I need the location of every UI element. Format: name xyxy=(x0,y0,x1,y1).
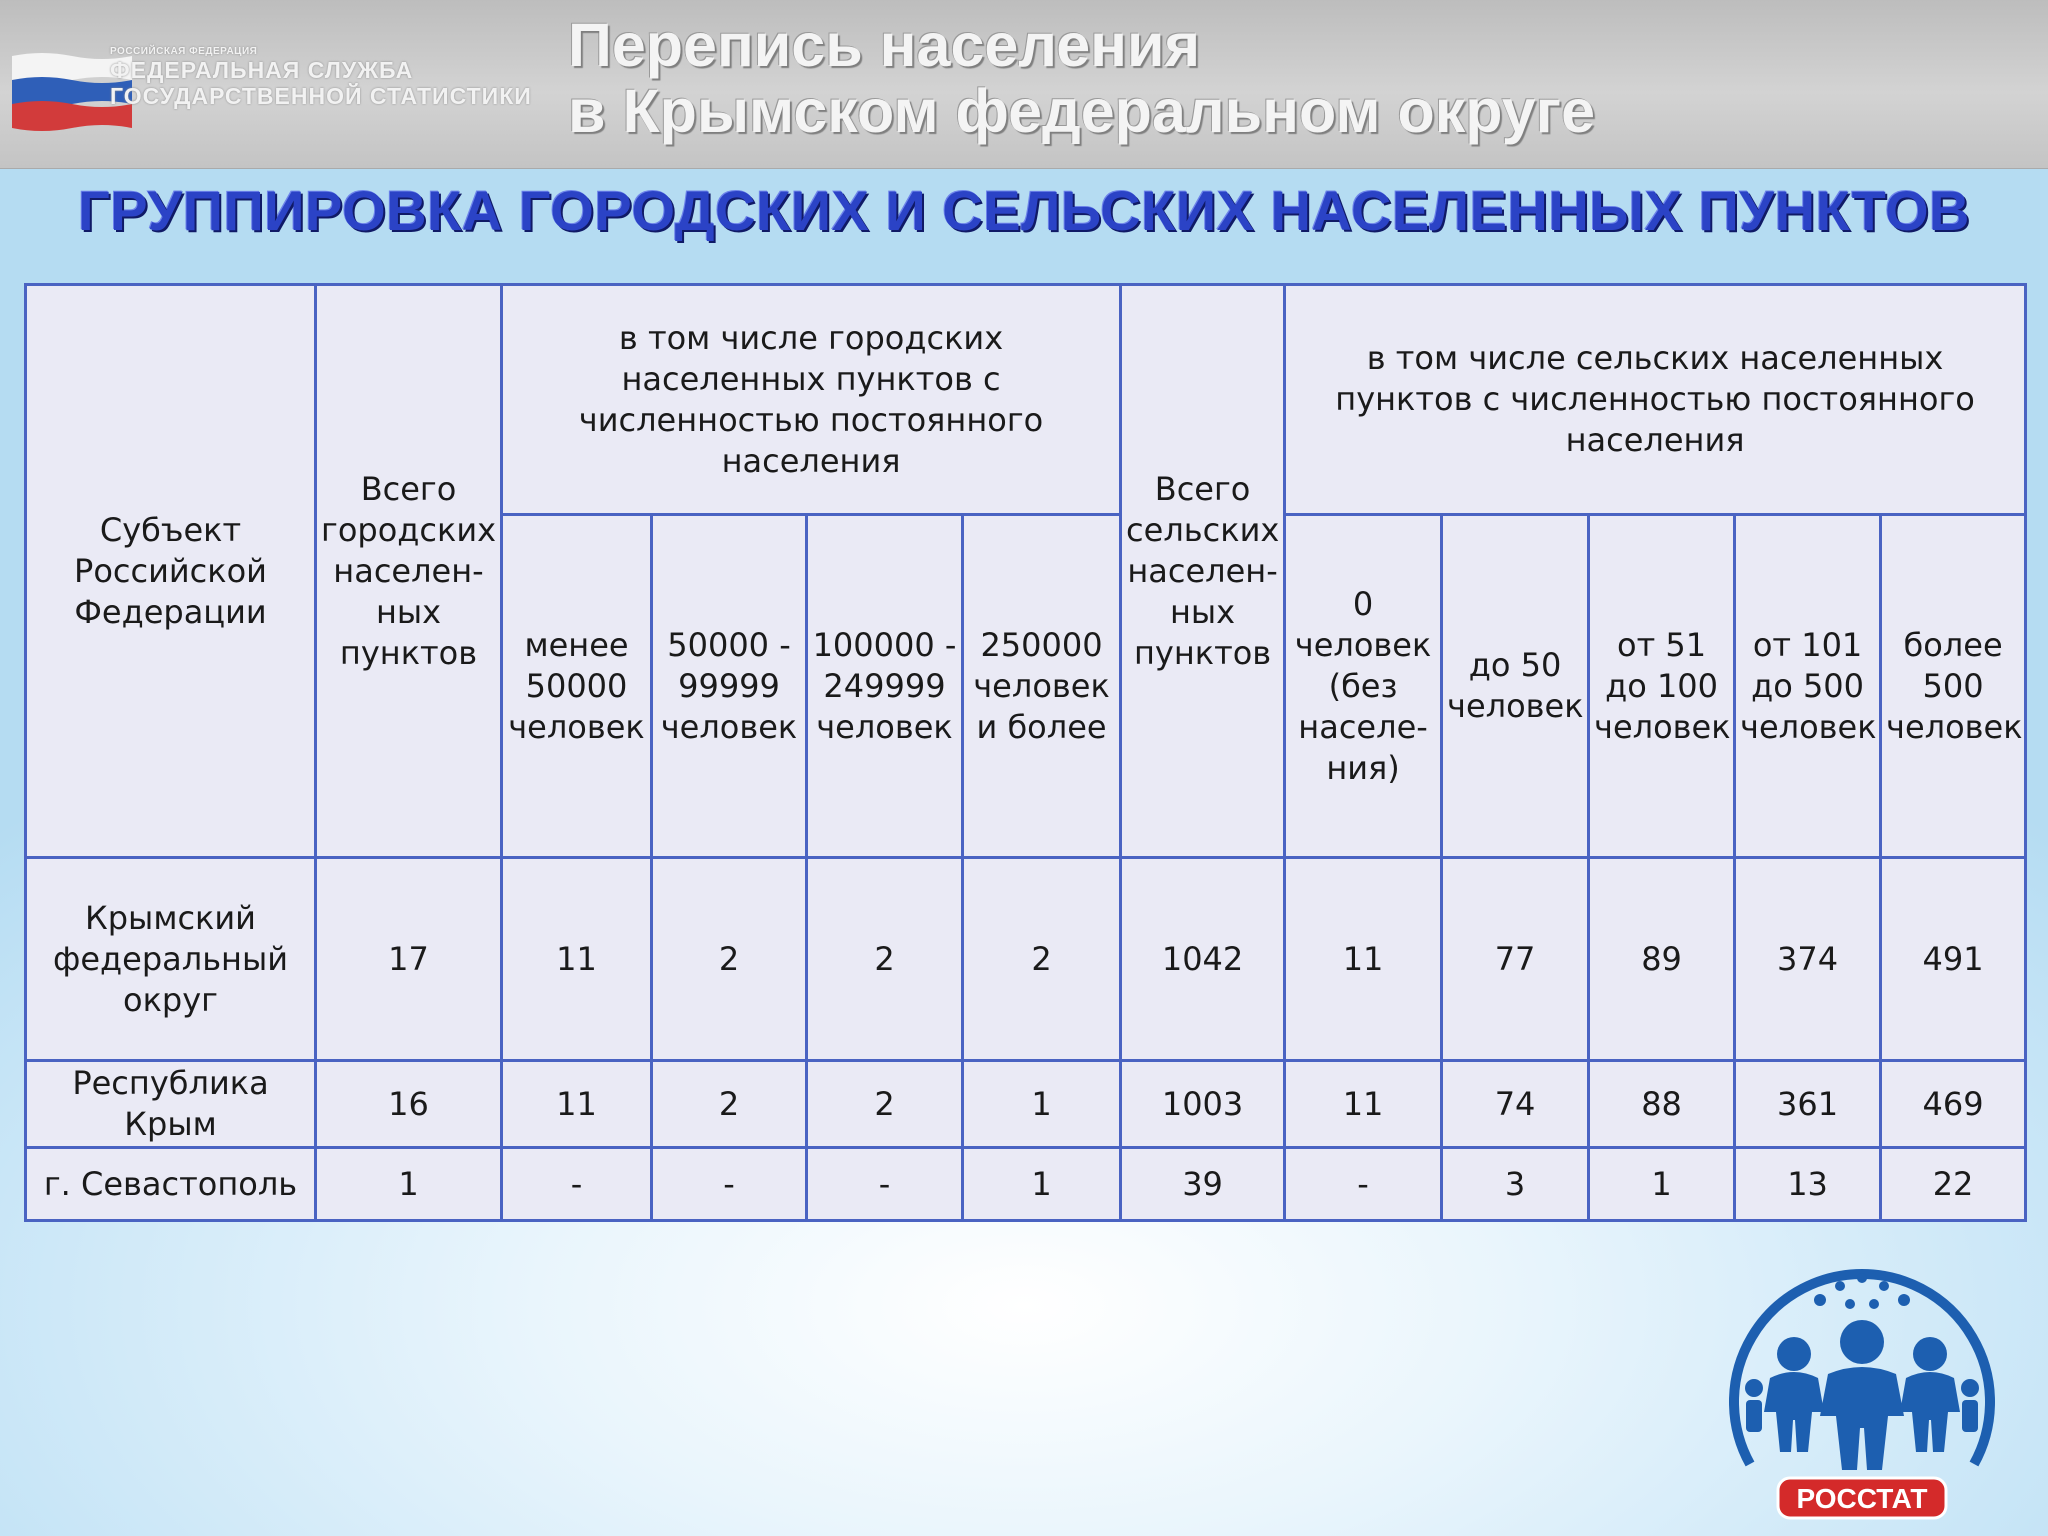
rosstat-service-logo xyxy=(12,44,542,136)
table-cell: 361 xyxy=(1735,1061,1881,1148)
table-cell: 1 xyxy=(963,1061,1121,1148)
table-cell: 1 xyxy=(1589,1148,1735,1221)
header-urban-col: менее 50000 человек xyxy=(502,515,652,858)
table-cell: 491 xyxy=(1881,858,2026,1061)
row-subject: Республика Крым xyxy=(26,1061,316,1148)
row-subject: г. Севастополь xyxy=(26,1148,316,1221)
table-cell: - xyxy=(502,1148,652,1221)
table-cell: 22 xyxy=(1881,1148,2026,1221)
page-title-line-1: Перепись населения xyxy=(568,11,1201,79)
table-cell: 2 xyxy=(652,858,807,1061)
table-cell: 1042 xyxy=(1121,858,1285,1061)
table-cell: 1003 xyxy=(1121,1061,1285,1148)
table-cell: 1 xyxy=(963,1148,1121,1221)
table-cell: 11 xyxy=(502,858,652,1061)
table-cell: - xyxy=(807,1148,963,1221)
table-cell: 469 xyxy=(1881,1061,2026,1148)
table-cell: - xyxy=(1285,1148,1442,1221)
header-rural-col: до 50 человек xyxy=(1442,515,1589,858)
table-cell: 89 xyxy=(1589,858,1735,1061)
table-cell: 2 xyxy=(963,858,1121,1061)
table-row xyxy=(26,1061,2026,1148)
table-cell: 11 xyxy=(502,1061,652,1148)
header-urban-col: 50000 - 99999 человек xyxy=(652,515,807,858)
slide-subtitle: ГРУППИРОВКА ГОРОДСКИХ И СЕЛЬСКИХ НАСЕЛЕННЫХ ПУНКТОВ xyxy=(78,179,1970,242)
table-row xyxy=(26,858,2026,1061)
slide-header xyxy=(0,0,2048,169)
logo-line-2: ГОСУДАРСТВЕННОЙ СТАТИСТИКИ xyxy=(110,83,532,109)
row-subject: Крымский федеральный округ xyxy=(26,858,316,1061)
table-cell: 1 xyxy=(316,1148,502,1221)
table-cell: 13 xyxy=(1735,1148,1881,1221)
logo-country-text: РОССИЙСКАЯ ФЕДЕРАЦИЯ xyxy=(110,46,258,57)
header-rural-col: от 101 до 500 человек xyxy=(1735,515,1881,858)
logo-line-1: ФЕДЕРАЛЬНАЯ СЛУЖБА xyxy=(110,57,414,83)
table-cell: 3 xyxy=(1442,1148,1589,1221)
page-title-line-2: в Крымском федеральном округе xyxy=(568,77,1595,145)
header-rural-col: 0 человек (без населе-ния) xyxy=(1285,515,1442,858)
table-cell: 39 xyxy=(1121,1148,1285,1221)
table-cell: 374 xyxy=(1735,858,1881,1061)
header-rural-col: более 500 человек xyxy=(1881,515,2026,858)
settlements-table xyxy=(24,283,2027,1222)
header-urban-col: 100000 - 249999 человек xyxy=(807,515,963,858)
header-urban-total: Всего городских населен-ных пунктов xyxy=(316,285,502,858)
header-urban-group: в том числе городских населенных пунктов с численностью постоянного населения xyxy=(502,285,1121,515)
table-cell: 17 xyxy=(316,858,502,1061)
rosstat-label: РОССТАТ xyxy=(1796,1483,1928,1514)
table-cell: 11 xyxy=(1285,1061,1442,1148)
header-rural-col: от 51 до 100 человек xyxy=(1589,515,1735,858)
table-cell: 16 xyxy=(316,1061,502,1148)
page-title xyxy=(568,12,2028,144)
table-cell: 88 xyxy=(1589,1061,1735,1148)
table-cell: 74 xyxy=(1442,1061,1589,1148)
table-cell: 11 xyxy=(1285,858,1442,1061)
table-cell: 2 xyxy=(652,1061,807,1148)
rosstat-logo xyxy=(1722,1238,2002,1523)
table-row xyxy=(26,1148,2026,1221)
table-cell: - xyxy=(652,1148,807,1221)
header-rural-group: в том числе сельских населенных пунктов с численностью постоянного населения xyxy=(1285,285,2026,515)
header-subject: Субъект Российской Федерации xyxy=(26,285,316,858)
header-rural-total: Всего сельских населен-ных пунктов xyxy=(1121,285,1285,858)
table-cell: 2 xyxy=(807,1061,963,1148)
table-cell: 77 xyxy=(1442,858,1589,1061)
table-cell: 2 xyxy=(807,858,963,1061)
header-urban-col: 250000 человек и более xyxy=(963,515,1121,858)
